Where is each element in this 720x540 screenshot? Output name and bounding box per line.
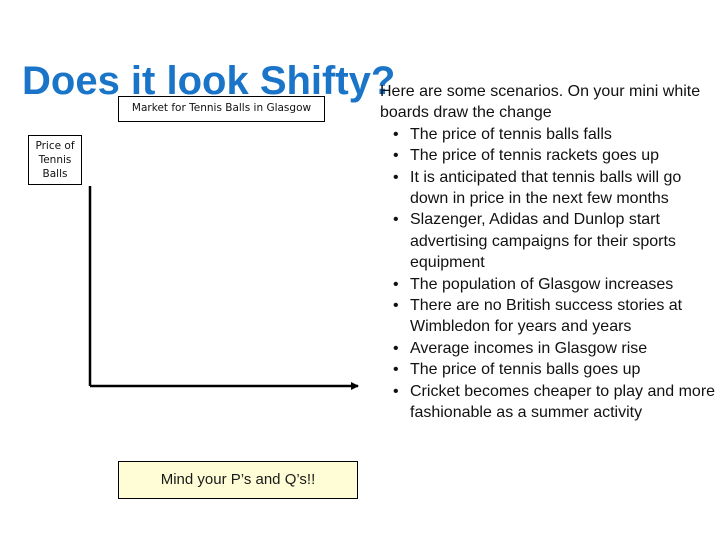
scenario-item: [380, 124, 716, 145]
scenario-text: Average incomes in Glasgow rise: [410, 339, 648, 357]
scenario-item: [380, 338, 716, 359]
mind-your-ps-and-qs-note: Mind your P’s and Q’s!!: [118, 461, 358, 499]
scenario-text: There are no British success stories at Wimbledon for years and years: [410, 297, 683, 336]
scenario-item: [380, 209, 716, 273]
scenario-text: The price of tennis balls goes up: [410, 361, 641, 379]
bullet-icon: •: [393, 211, 399, 229]
scenario-text: The price of tennis rackets goes up: [410, 147, 660, 165]
bullet-icon: •: [393, 339, 399, 357]
scenario-text: Slazenger, Adidas and Dunlop start advertising campaigns for their sports equipment: [410, 211, 676, 272]
supply-demand-axes: [80, 178, 370, 398]
chart-title-box: Market for Tennis Balls in Glasgow: [118, 96, 325, 122]
scenario-item: [380, 145, 716, 166]
scenario-list: [380, 124, 716, 424]
y-axis-label-box: Price of Tennis Balls: [28, 135, 82, 185]
scenario-text: It is anticipated that tennis balls will go down in price in the next few months: [410, 168, 682, 208]
bullet-icon: •: [393, 382, 399, 400]
scenario-list-panel: [380, 81, 716, 424]
bullet-icon: •: [393, 125, 399, 143]
scenario-item: [380, 167, 716, 210]
scenario-text: The price of tennis balls falls: [410, 125, 612, 143]
bullet-icon: •: [393, 168, 399, 186]
slide-title: Does it look Shifty?: [22, 58, 396, 103]
scenario-text: Cricket becomes cheaper to play and more fashionable as a summer activity: [410, 382, 716, 422]
scenario-item: [380, 274, 716, 295]
scenario-item: [380, 359, 716, 380]
bullet-icon: •: [393, 297, 399, 315]
bullet-icon: •: [393, 361, 399, 379]
scenario-item: [380, 381, 716, 424]
bullet-icon: •: [393, 275, 399, 293]
scenario-item: [380, 295, 716, 338]
bullet-icon: •: [393, 147, 399, 165]
scenario-intro: Here are some scenarios. On your mini white boards draw the change: [380, 83, 701, 122]
scenario-text: The population of Glasgow increases: [410, 275, 674, 293]
